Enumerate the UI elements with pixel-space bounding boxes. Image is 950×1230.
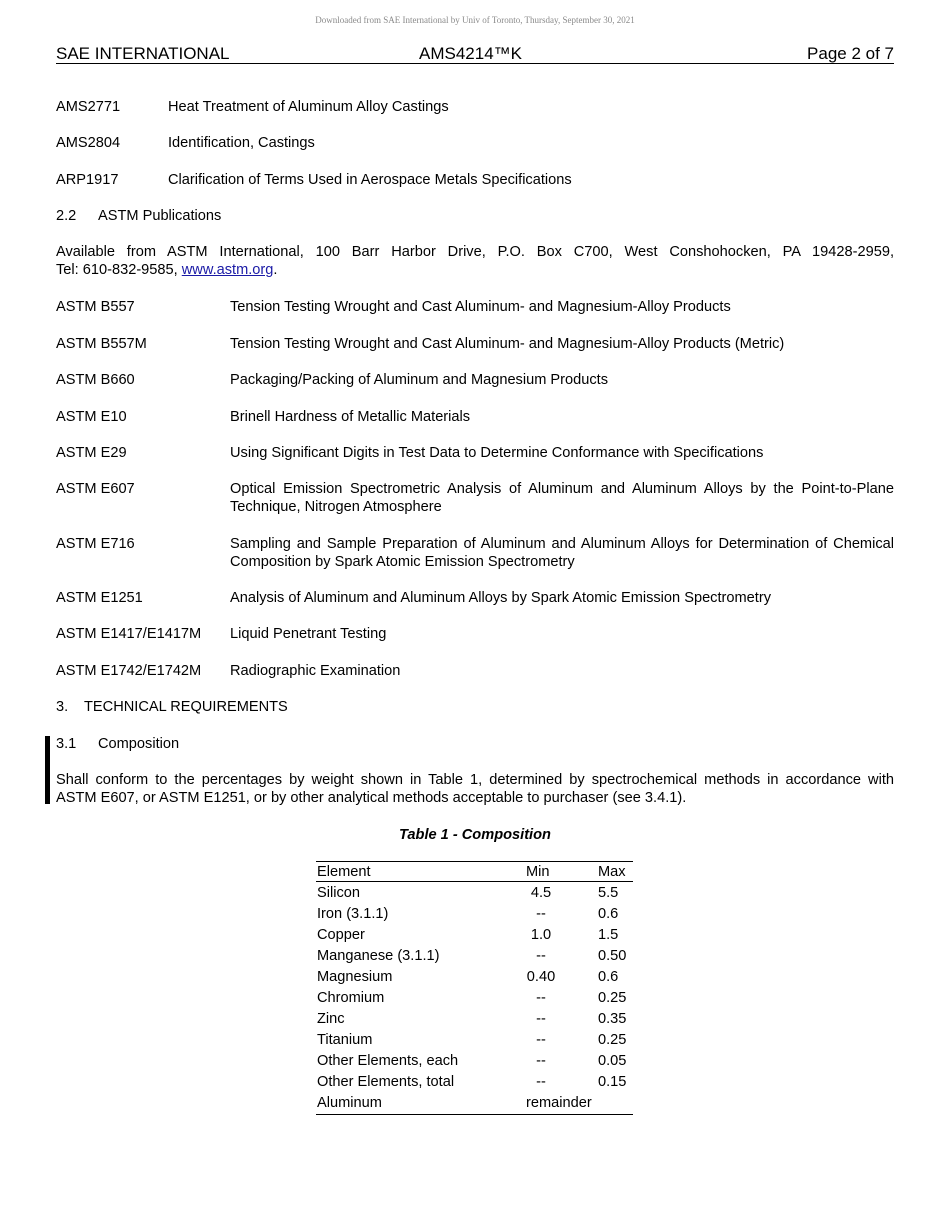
- ref-code: ASTM E1251: [56, 590, 143, 606]
- cell-max: 0.25: [598, 1032, 627, 1048]
- ref-title: Tension Testing Wrought and Cast Aluminum- and Magnesium-Alloy Products: [230, 299, 731, 315]
- table-header-rule: [316, 881, 633, 882]
- cell-max: 0.05: [598, 1053, 627, 1069]
- cell-element: Magnesium: [317, 969, 393, 985]
- cell-element: Aluminum: [317, 1095, 382, 1111]
- composition-paragraph: [56, 771, 894, 807]
- ref-title: Optical Emission Spectrometric Analysis of Aluminum and Aluminum Alloys by the Point-to-Plane Technique, Nitrogen Atmosphere: [230, 481, 894, 515]
- ref-title: Identification, Castings: [168, 135, 315, 151]
- ref-code: ASTM E29: [56, 445, 127, 461]
- cell-min: --: [536, 906, 546, 922]
- table-header-row: [316, 862, 633, 883]
- cell-min: 1.0: [530, 927, 552, 943]
- cell-max: 0.35: [598, 1011, 627, 1027]
- cell-element: Titanium: [317, 1032, 373, 1048]
- cell-min: --: [536, 1011, 546, 1027]
- availability-line: [56, 261, 894, 279]
- cell-max: 5.5: [598, 885, 619, 901]
- composition-line: ASTM E607, or ASTM E1251, or by other analytical methods acceptable to purchaser (see 3.4.1).: [56, 790, 687, 806]
- table-row: [316, 1072, 633, 1093]
- period-text: .: [273, 262, 278, 278]
- ref-title: Liquid Penetrant Testing: [230, 626, 387, 642]
- ref-title: Heat Treatment of Aluminum Alloy Castings: [168, 99, 449, 115]
- ref-title: Using Significant Digits in Test Data to Determine Conformance with Specifications: [230, 445, 764, 461]
- cell-min: remainder: [526, 1095, 592, 1111]
- ref-title: Brinell Hardness of Metallic Materials: [230, 409, 471, 425]
- section-3-1-number: 3.1: [56, 736, 77, 752]
- ref-code: ASTM E10: [56, 409, 127, 425]
- table-row: [316, 967, 633, 988]
- cell-max: 1.5: [598, 927, 619, 943]
- cell-max: 0.15: [598, 1074, 627, 1090]
- cell-min: 0.40: [526, 969, 556, 985]
- ref-title: Sampling and Sample Preparation of Aluminum and Aluminum Alloys for Determination of Chemical Composition by Spark Atomic Emission Spectrometry: [230, 536, 894, 570]
- cell-element: Other Elements, each: [317, 1053, 459, 1069]
- cell-max: 0.6: [598, 906, 619, 922]
- cell-min: --: [536, 1074, 546, 1090]
- table-row: [316, 1030, 633, 1051]
- ref-code: ASTM B557: [56, 299, 135, 315]
- table-row: [316, 925, 633, 946]
- section-3-title: TECHNICAL REQUIREMENTS: [84, 699, 288, 715]
- header-element: Element: [317, 864, 371, 880]
- table-row: [316, 1093, 633, 1114]
- ref-title: Clarification of Terms Used in Aerospace Metals Specifications: [168, 172, 572, 188]
- ref-title: Analysis of Aluminum and Aluminum Alloys by Spark Atomic Emission Spectrometry: [230, 590, 771, 606]
- table-row: [316, 988, 633, 1009]
- ref-code: ASTM B557M: [56, 336, 147, 352]
- astm-website-link[interactable]: www.astm.org: [181, 262, 274, 278]
- cell-element: Chromium: [317, 990, 385, 1006]
- table-row: [316, 946, 633, 967]
- cell-max: 0.6: [598, 969, 619, 985]
- header-max: Max: [598, 864, 626, 880]
- download-watermark: Downloaded from SAE International by Univ of Toronto, Thursday, September 30, 2021: [315, 15, 635, 25]
- table-row: [316, 904, 633, 925]
- availability-line: Available from ASTM International, 100 Barr Harbor Drive, P.O. Box C700, West Conshohocken, PA 19428-2959,: [56, 244, 894, 260]
- header-rule: [56, 63, 894, 64]
- section-3-1-title: Composition: [98, 736, 180, 752]
- header-min: Min: [526, 864, 550, 880]
- cell-element: Other Elements, total: [317, 1074, 455, 1090]
- ref-title: Tension Testing Wrought and Cast Aluminum- and Magnesium-Alloy Products (Metric): [230, 336, 785, 352]
- cell-element: Copper: [317, 927, 365, 943]
- ref-code: ASTM E1417/E1417M: [56, 626, 202, 642]
- ref-code: AMS2771: [56, 99, 121, 115]
- section-2-2-number: 2.2: [56, 208, 77, 224]
- astm-availability-paragraph: [56, 243, 894, 279]
- ref-code: ASTM E716: [56, 536, 135, 552]
- cell-min: 4.5: [530, 885, 552, 901]
- ref-code: ASTM B660: [56, 372, 135, 388]
- cell-min: --: [536, 1053, 546, 1069]
- cell-min: --: [536, 948, 546, 964]
- ref-title: Packaging/Packing of Aluminum and Magnesium Products: [230, 372, 609, 388]
- ref-code: ASTM E607: [56, 481, 135, 497]
- ref-code: ARP1917: [56, 172, 119, 188]
- section-2-2-title: ASTM Publications: [98, 208, 222, 224]
- cell-element: Manganese (3.1.1): [317, 948, 440, 964]
- section-3-number: 3.: [56, 699, 69, 715]
- table-row: [316, 883, 633, 904]
- cell-min: --: [536, 1032, 546, 1048]
- cell-max: 0.25: [598, 990, 627, 1006]
- phone-text: Tel: 610-832-9585,: [56, 262, 182, 278]
- cell-element: Zinc: [317, 1011, 345, 1027]
- table-title: Table 1 - Composition: [399, 827, 551, 843]
- table-row: [316, 1051, 633, 1072]
- table-row: [316, 1009, 633, 1030]
- cell-element: Silicon: [317, 885, 360, 901]
- table-bottom-rule: [316, 1114, 633, 1115]
- ref-code: ASTM E1742/E1742M: [56, 663, 202, 679]
- ref-title: Radiographic Examination: [230, 663, 401, 679]
- cell-element: Iron (3.1.1): [317, 906, 389, 922]
- cell-min: --: [536, 990, 546, 1006]
- revision-change-bar: [45, 736, 50, 804]
- cell-max: 0.50: [598, 948, 627, 964]
- ref-code: AMS2804: [56, 135, 121, 151]
- header-page-number: Page 2 of 7: [807, 44, 894, 63]
- header-doc-id: AMS4214™K: [419, 44, 522, 63]
- header-org: SAE INTERNATIONAL: [56, 44, 230, 63]
- composition-line: Shall conform to the percentages by weight shown in Table 1, determined by spectrochemical methods in accordance with: [56, 772, 894, 788]
